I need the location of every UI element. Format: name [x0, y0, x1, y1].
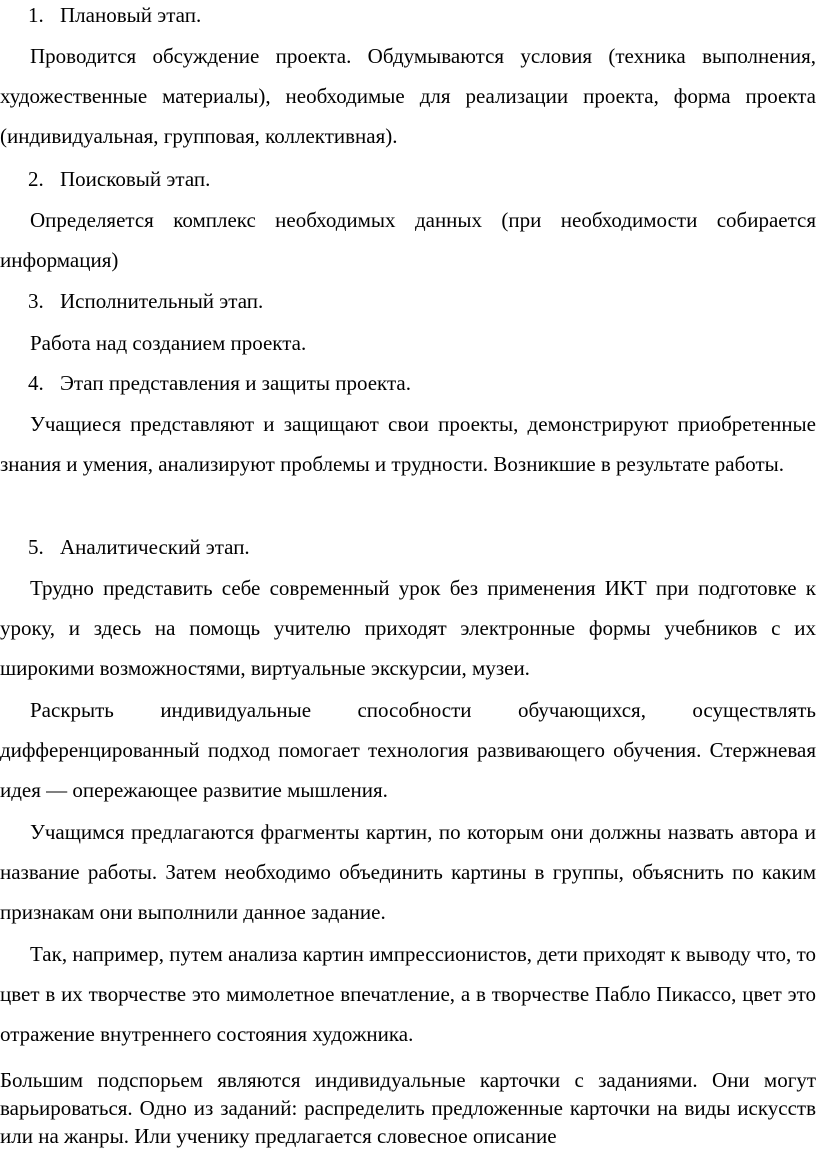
section-heading-2 [28, 166, 210, 193]
section-heading-3 [28, 288, 263, 315]
section-title: Этап представления и защиты проекта. [60, 371, 411, 395]
section-number: 3. [28, 289, 44, 313]
section-text-4: Учащиеся представляют и защищают свои проекты, демонстрируют приобретенные знания и умения, анализируют проблемы и трудности. Возникшие в результате работы. [0, 412, 816, 476]
section-text-2: Определяется комплекс необходимых данных (при необходимости собирается информация) [0, 208, 816, 272]
section-text-3: Работа над созданием проекта. [30, 331, 307, 355]
section-number: 2. [28, 167, 44, 191]
final-paragraph: Большим подспорьем являются индивидуальные карточки с заданиями. Они могут варьироваться. Одно из заданий: распределить предложенные карточки на виды искусств или на жанры. Или ученику предлагается словесное описание [0, 1068, 816, 1148]
section-number: 1. [28, 3, 44, 27]
section-heading-4 [28, 370, 411, 397]
section-text-5: Трудно представить себе современный урок без применения ИКТ при подготовке к уроку, и здесь на помощь учителю приходят электронные формы учебников с их широкими возможностями, виртуальные экскурсии, музеи. [0, 576, 816, 680]
section-title: Исполнительный этап. [60, 289, 264, 313]
paragraph-3: Так, например, путем анализа картин импрессионистов, дети приходят к выводу что, то цвет в их творчестве это мимолетное впечатление, а в творчестве Пабло Пикассо, цвет это отражение внутреннего состояния художника. [0, 942, 816, 1046]
paragraph-2: Учащимся предлагаются фрагменты картин, по которым они должны назвать автора и название работы. Затем необходимо объединить картины в группы, объяснить по каким признакам они выполнили данное задание. [0, 820, 816, 924]
section-heading-1 [28, 2, 201, 29]
section-number: 4. [28, 371, 44, 395]
section-title: Аналитический этап. [60, 535, 250, 559]
paragraph-1: Раскрыть индивидуальные способности обучающихся, осуществлять дифференцированный подход помогает технология развивающего обучения. Стержневая идея — опережающее развитие мышления. [0, 698, 816, 802]
section-number: 5. [28, 535, 44, 559]
section-heading-5 [28, 534, 250, 561]
section-title: Поисковый этап. [60, 167, 211, 191]
section-title: Плановый этап. [60, 3, 202, 27]
section-text-1: Проводится обсуждение проекта. Обдумываются условия (техника выполнения, художественные материалы), необходимые для реализации проекта, форма проекта (индивидуальная, групповая, коллективная). [0, 44, 816, 148]
